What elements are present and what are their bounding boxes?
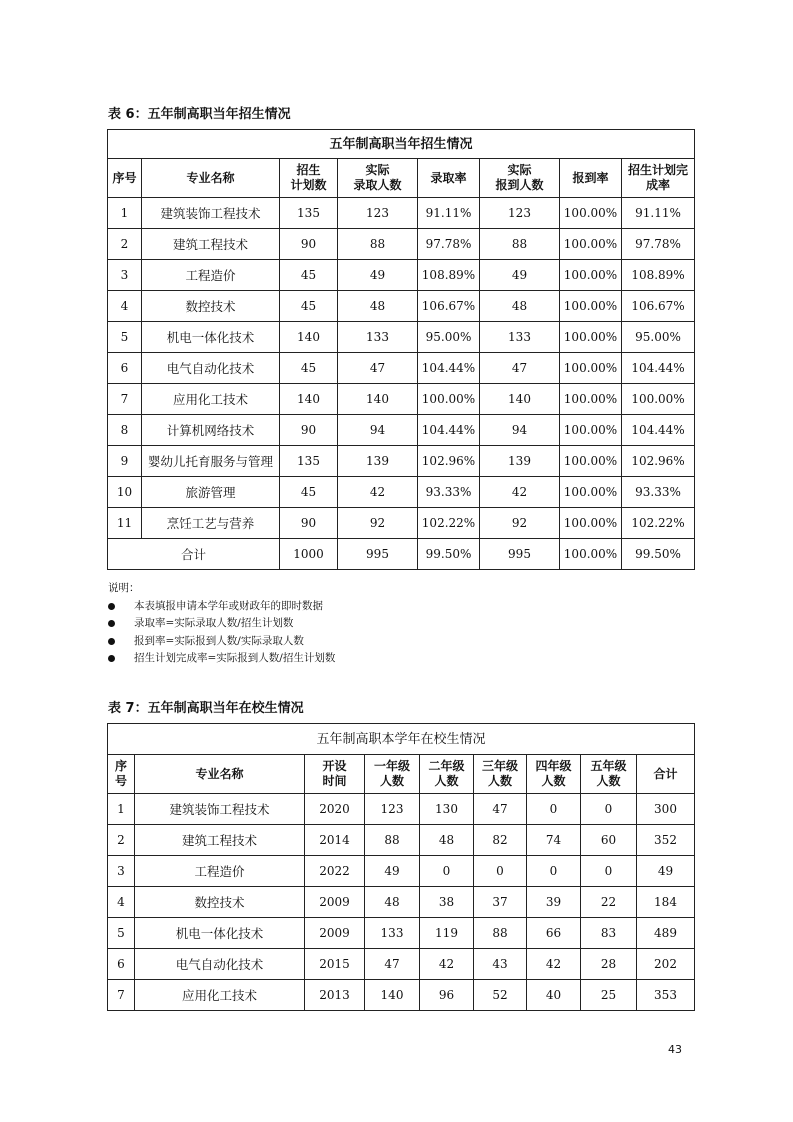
table-cell: 2009 <box>305 918 365 949</box>
table-cell: 100.00% <box>560 322 622 353</box>
note-text: 招生计划完成率=实际报到人数/招生计划数 <box>134 652 336 664</box>
table6-title: 五年制高职当年招生情况 <box>108 130 695 159</box>
table-row <box>108 291 695 322</box>
table-row <box>108 508 695 539</box>
table7-header-cell: 二年级 人数 <box>420 755 474 794</box>
table-row <box>108 353 695 384</box>
table-cell: 133 <box>338 322 418 353</box>
table-cell: 100.00% <box>418 384 480 415</box>
table-cell: 88 <box>365 825 420 856</box>
table-cell: 108.89% <box>418 260 480 291</box>
table-cell: 6 <box>108 353 142 384</box>
table6-header-cell: 招生 计划数 <box>280 159 338 198</box>
major-name-cell: 应用化工技术 <box>142 384 280 415</box>
table-cell: 5 <box>108 322 142 353</box>
table-cell: 96 <box>420 980 474 1011</box>
table-cell: 100.00% <box>560 384 622 415</box>
major-name-cell: 旅游管理 <box>142 477 280 508</box>
table-cell: 38 <box>420 887 474 918</box>
table7-header-cell: 专业名称 <box>135 755 305 794</box>
table-cell: 48 <box>338 291 418 322</box>
table-cell: 43 <box>474 949 527 980</box>
table-cell: 100.00% <box>560 291 622 322</box>
table-row <box>108 918 695 949</box>
table6-header-cell: 录取率 <box>418 159 480 198</box>
bullet-icon <box>108 603 115 610</box>
table6-header-cell: 专业名称 <box>142 159 280 198</box>
table-cell: 130 <box>420 794 474 825</box>
table-cell: 4 <box>108 887 135 918</box>
table-cell: 7 <box>108 384 142 415</box>
table-cell: 1 <box>108 794 135 825</box>
table-cell: 92 <box>480 508 560 539</box>
major-name-cell: 机电一体化技术 <box>142 322 280 353</box>
table-cell: 47 <box>365 949 420 980</box>
table-cell: 352 <box>637 825 695 856</box>
table6-header-cell: 报到率 <box>560 159 622 198</box>
total-cell: 99.50% <box>418 539 480 570</box>
table6-header-cell: 招生计划完 成率 <box>622 159 695 198</box>
table-cell: 88 <box>480 229 560 260</box>
table-cell: 2009 <box>305 887 365 918</box>
table-cell: 100.00% <box>560 415 622 446</box>
table-cell: 45 <box>280 291 338 322</box>
total-label: 合计 <box>108 539 280 570</box>
table-cell: 3 <box>108 260 142 291</box>
total-cell: 995 <box>338 539 418 570</box>
table-cell: 95.00% <box>622 322 695 353</box>
table-cell: 4 <box>108 291 142 322</box>
table-row <box>108 229 695 260</box>
table7-body <box>108 794 695 1011</box>
table-cell: 108.89% <box>622 260 695 291</box>
major-name-cell: 烹饪工艺与营养 <box>142 508 280 539</box>
table6-header-cell: 实际 录取人数 <box>338 159 418 198</box>
table-cell: 100.00% <box>560 229 622 260</box>
table7-header-row <box>108 755 695 794</box>
table-cell: 140 <box>280 384 338 415</box>
table7-title: 五年制高职本学年在校生情况 <box>108 724 695 755</box>
table7-header-cell: 开设 时间 <box>305 755 365 794</box>
table-cell: 42 <box>480 477 560 508</box>
table-cell: 47 <box>474 794 527 825</box>
table-cell: 90 <box>280 229 338 260</box>
major-name-cell: 建筑装饰工程技术 <box>142 198 280 229</box>
table-cell: 49 <box>480 260 560 291</box>
table-cell: 91.11% <box>418 198 480 229</box>
table-cell: 2014 <box>305 825 365 856</box>
table-cell: 100.00% <box>560 446 622 477</box>
bullet-icon <box>108 655 115 662</box>
table-cell: 22 <box>581 887 637 918</box>
table7-header-cell: 四年级 人数 <box>527 755 581 794</box>
table-row <box>108 825 695 856</box>
table-cell: 42 <box>420 949 474 980</box>
table-row <box>108 198 695 229</box>
table-cell: 90 <box>280 508 338 539</box>
major-name-cell: 电气自动化技术 <box>135 949 305 980</box>
table7-header-cell: 合计 <box>637 755 695 794</box>
table-cell: 39 <box>527 887 581 918</box>
table-cell: 45 <box>280 260 338 291</box>
table-cell: 102.22% <box>622 508 695 539</box>
table-cell: 202 <box>637 949 695 980</box>
bullet-icon <box>108 638 115 645</box>
note-item <box>108 650 335 668</box>
note-text: 报到率=实际报到人数/实际录取人数 <box>134 634 304 647</box>
table-cell: 135 <box>280 446 338 477</box>
table-cell: 66 <box>527 918 581 949</box>
table-cell: 48 <box>480 291 560 322</box>
table-row <box>108 949 695 980</box>
table-cell: 48 <box>420 825 474 856</box>
table-cell: 25 <box>581 980 637 1011</box>
table-cell: 95.00% <box>418 322 480 353</box>
table-row <box>108 887 695 918</box>
table-cell: 100.00% <box>560 477 622 508</box>
table-cell: 45 <box>280 353 338 384</box>
table-cell: 139 <box>480 446 560 477</box>
table-row <box>108 856 695 887</box>
table-cell: 10 <box>108 477 142 508</box>
table7-caption: 表 7：五年制高职当年在校生情况 <box>108 701 304 716</box>
table-cell: 184 <box>637 887 695 918</box>
table6-enrollment <box>107 129 695 570</box>
table7-header-cell: 五年级 人数 <box>581 755 637 794</box>
table-cell: 47 <box>338 353 418 384</box>
table-cell: 104.44% <box>622 353 695 384</box>
table-cell: 0 <box>581 794 637 825</box>
table-cell: 0 <box>581 856 637 887</box>
table-cell: 40 <box>527 980 581 1011</box>
major-name-cell: 建筑工程技术 <box>142 229 280 260</box>
table-cell: 49 <box>365 856 420 887</box>
bullet-icon <box>108 620 115 627</box>
major-name-cell: 应用化工技术 <box>135 980 305 1011</box>
table-cell: 100.00% <box>622 384 695 415</box>
notes-heading: 说明： <box>108 582 140 594</box>
table6-header-row <box>108 159 695 198</box>
table-cell: 0 <box>527 856 581 887</box>
table-cell: 28 <box>581 949 637 980</box>
table6-header-cell: 实际 报到人数 <box>480 159 560 198</box>
table-cell: 2015 <box>305 949 365 980</box>
major-name-cell: 数控技术 <box>142 291 280 322</box>
table-cell: 106.67% <box>418 291 480 322</box>
table-cell: 100.00% <box>560 198 622 229</box>
table-cell: 123 <box>480 198 560 229</box>
table-cell: 52 <box>474 980 527 1011</box>
table-cell: 119 <box>420 918 474 949</box>
table-cell: 139 <box>338 446 418 477</box>
major-name-cell: 婴幼儿托育服务与管理 <box>142 446 280 477</box>
table-row <box>108 446 695 477</box>
table-cell: 123 <box>338 198 418 229</box>
major-name-cell: 电气自动化技术 <box>142 353 280 384</box>
table-cell: 94 <box>338 415 418 446</box>
table-cell: 2013 <box>305 980 365 1011</box>
table-cell: 140 <box>365 980 420 1011</box>
table-cell: 102.22% <box>418 508 480 539</box>
table-row <box>108 384 695 415</box>
table-cell: 102.96% <box>418 446 480 477</box>
total-cell: 99.50% <box>622 539 695 570</box>
table-cell: 93.33% <box>418 477 480 508</box>
notes-list <box>108 598 335 668</box>
table-cell: 49 <box>338 260 418 291</box>
table-cell: 91.11% <box>622 198 695 229</box>
table-cell: 2 <box>108 229 142 260</box>
table-cell: 48 <box>365 887 420 918</box>
table-cell: 140 <box>480 384 560 415</box>
notes-section <box>108 580 335 668</box>
table-cell: 2020 <box>305 794 365 825</box>
table-cell: 104.44% <box>622 415 695 446</box>
table-row <box>108 477 695 508</box>
table-cell: 42 <box>527 949 581 980</box>
table6-body <box>108 198 695 570</box>
table7-header-cell: 一年级 人数 <box>365 755 420 794</box>
table-cell: 135 <box>280 198 338 229</box>
table-cell: 106.67% <box>622 291 695 322</box>
table-row <box>108 322 695 353</box>
table7-students <box>107 723 695 1011</box>
table-cell: 74 <box>527 825 581 856</box>
table-cell: 104.44% <box>418 415 480 446</box>
table-cell: 0 <box>474 856 527 887</box>
table-cell: 92 <box>338 508 418 539</box>
table-cell: 0 <box>420 856 474 887</box>
note-item <box>108 615 335 633</box>
table-cell: 93.33% <box>622 477 695 508</box>
table-cell: 6 <box>108 949 135 980</box>
table-cell: 2022 <box>305 856 365 887</box>
table-row <box>108 980 695 1011</box>
major-name-cell: 工程造价 <box>135 856 305 887</box>
major-name-cell: 机电一体化技术 <box>135 918 305 949</box>
table-cell: 489 <box>637 918 695 949</box>
table-cell: 100.00% <box>560 260 622 291</box>
major-name-cell: 工程造价 <box>142 260 280 291</box>
table6-header-cell: 序号 <box>108 159 142 198</box>
table-cell: 60 <box>581 825 637 856</box>
table-cell: 97.78% <box>418 229 480 260</box>
table-cell: 42 <box>338 477 418 508</box>
table-cell: 100.00% <box>560 353 622 384</box>
table-cell: 9 <box>108 446 142 477</box>
note-text: 录取率=实际录取人数/招生计划数 <box>134 617 294 629</box>
total-row <box>108 539 695 570</box>
table-cell: 2 <box>108 825 135 856</box>
table-cell: 5 <box>108 918 135 949</box>
table-row <box>108 794 695 825</box>
major-name-cell: 建筑装饰工程技术 <box>135 794 305 825</box>
table-cell: 104.44% <box>418 353 480 384</box>
total-cell: 995 <box>480 539 560 570</box>
table-cell: 300 <box>637 794 695 825</box>
table-row <box>108 415 695 446</box>
table-row <box>108 260 695 291</box>
note-item <box>108 598 335 616</box>
table7-header-cell: 序 号 <box>108 755 135 794</box>
table-cell: 97.78% <box>622 229 695 260</box>
table-cell: 140 <box>338 384 418 415</box>
table-cell: 11 <box>108 508 142 539</box>
table-cell: 0 <box>527 794 581 825</box>
table-cell: 45 <box>280 477 338 508</box>
note-item <box>108 633 335 651</box>
table-cell: 47 <box>480 353 560 384</box>
page-number: 43 <box>668 1043 682 1056</box>
table-cell: 8 <box>108 415 142 446</box>
table-cell: 49 <box>637 856 695 887</box>
table-cell: 82 <box>474 825 527 856</box>
table-cell: 94 <box>480 415 560 446</box>
table-cell: 83 <box>581 918 637 949</box>
total-cell: 1000 <box>280 539 338 570</box>
table-cell: 3 <box>108 856 135 887</box>
table-cell: 140 <box>280 322 338 353</box>
table-cell: 88 <box>474 918 527 949</box>
table-cell: 133 <box>480 322 560 353</box>
table-cell: 123 <box>365 794 420 825</box>
table-cell: 133 <box>365 918 420 949</box>
table-cell: 102.96% <box>622 446 695 477</box>
table6-caption: 表 6：五年制高职当年招生情况 <box>108 107 291 122</box>
major-name-cell: 建筑工程技术 <box>135 825 305 856</box>
major-name-cell: 数控技术 <box>135 887 305 918</box>
total-cell: 100.00% <box>560 539 622 570</box>
table7-header-cell: 三年级 人数 <box>474 755 527 794</box>
table-cell: 1 <box>108 198 142 229</box>
table-cell: 7 <box>108 980 135 1011</box>
table-cell: 37 <box>474 887 527 918</box>
table-cell: 100.00% <box>560 508 622 539</box>
major-name-cell: 计算机网络技术 <box>142 415 280 446</box>
table-cell: 88 <box>338 229 418 260</box>
note-text: 本表填报申请本学年或财政年的即时数据 <box>134 599 323 612</box>
table-cell: 90 <box>280 415 338 446</box>
table-cell: 353 <box>637 980 695 1011</box>
